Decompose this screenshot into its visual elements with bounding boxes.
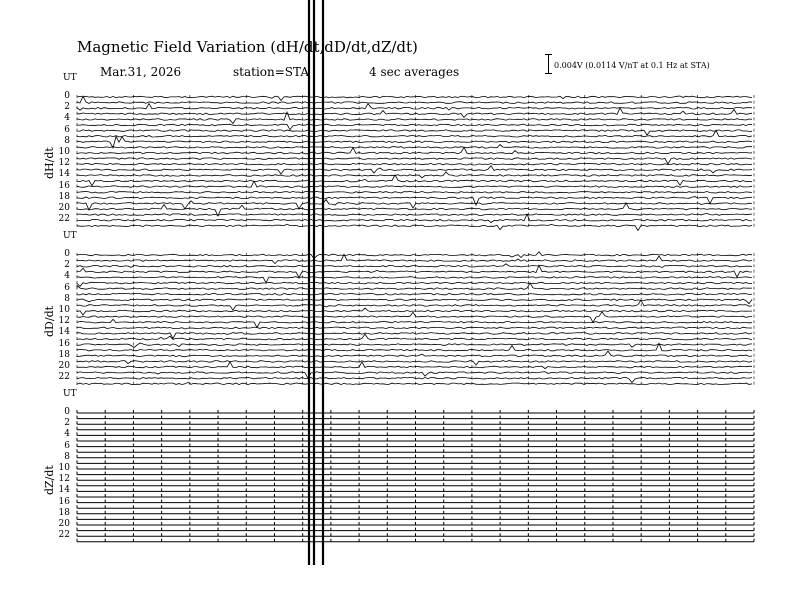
trace-line bbox=[77, 319, 752, 327]
trace-line bbox=[77, 96, 752, 101]
trace-line bbox=[77, 351, 752, 357]
trace-line bbox=[77, 312, 752, 322]
ut-label: UT bbox=[63, 73, 77, 83]
hour-label: 10 bbox=[58, 463, 70, 473]
trace-line bbox=[77, 332, 752, 338]
trace-line bbox=[77, 137, 752, 148]
trace-line bbox=[77, 181, 752, 187]
trace-line bbox=[77, 145, 752, 149]
hour-label: 12 bbox=[58, 158, 70, 169]
hour-label: 16 bbox=[58, 180, 70, 191]
ut-label: UT bbox=[63, 389, 77, 399]
trace-line bbox=[77, 130, 752, 135]
ut-label: UT bbox=[63, 231, 77, 241]
hour-label: 20 bbox=[58, 361, 70, 371]
hour-label: 6 bbox=[64, 124, 70, 135]
trace-line bbox=[77, 104, 752, 111]
hour-label: 18 bbox=[58, 507, 70, 518]
hour-label: 22 bbox=[58, 530, 70, 541]
averaging-label: 4 sec averages bbox=[369, 65, 460, 79]
scale-label: 0.004V (0.0114 V/nT at 0.1 Hz at STA) bbox=[554, 61, 710, 70]
trace-line bbox=[77, 277, 752, 283]
panel-label: dZ/dt bbox=[43, 465, 56, 496]
trace-line bbox=[77, 213, 752, 215]
hour-label: 4 bbox=[64, 271, 70, 282]
trace-line bbox=[77, 372, 752, 379]
hour-label: 2 bbox=[64, 260, 70, 271]
trace-line bbox=[77, 191, 752, 193]
trace-line bbox=[77, 334, 752, 340]
hour-label: 16 bbox=[58, 338, 70, 349]
hour-label: 10 bbox=[58, 147, 70, 157]
hour-label: 14 bbox=[58, 169, 70, 180]
hour-label: 20 bbox=[58, 203, 70, 213]
hour-label: 12 bbox=[58, 316, 70, 327]
hour-label: 8 bbox=[64, 451, 70, 462]
trace-line bbox=[77, 172, 752, 178]
trace-line bbox=[77, 163, 752, 165]
hour-label: 12 bbox=[58, 474, 70, 485]
hour-label: 18 bbox=[58, 191, 70, 202]
trace-line bbox=[77, 264, 752, 268]
trace-line bbox=[77, 175, 752, 186]
trace-line bbox=[77, 224, 752, 230]
hour-label: 6 bbox=[64, 282, 70, 293]
hour-label: 2 bbox=[64, 418, 70, 429]
trace-line bbox=[77, 254, 752, 263]
hour-label: 14 bbox=[58, 327, 70, 338]
hour-label: 18 bbox=[58, 349, 70, 360]
hour-label: 20 bbox=[58, 519, 70, 529]
trace-line bbox=[77, 214, 752, 222]
trace-line bbox=[77, 252, 752, 259]
trace-line bbox=[77, 300, 752, 310]
trace-line bbox=[77, 299, 752, 304]
trace-line bbox=[77, 327, 752, 329]
date-label: Mar.31, 2026 bbox=[100, 65, 182, 79]
trace-line bbox=[77, 293, 752, 295]
trace-line bbox=[77, 283, 752, 290]
hour-label: 2 bbox=[64, 102, 70, 113]
hour-label: 6 bbox=[64, 440, 70, 451]
hour-label: 16 bbox=[58, 496, 70, 507]
trace-line bbox=[77, 362, 752, 369]
trace-line bbox=[77, 124, 752, 130]
hour-label: 22 bbox=[58, 372, 70, 383]
hour-label: 0 bbox=[64, 407, 70, 417]
trace-line bbox=[77, 382, 752, 384]
trace-line bbox=[77, 166, 752, 174]
hour-label: 10 bbox=[58, 305, 70, 315]
hour-label: 4 bbox=[64, 429, 70, 440]
hour-label: 0 bbox=[64, 249, 70, 259]
hour-label: 8 bbox=[64, 135, 70, 146]
trace-line bbox=[77, 377, 752, 382]
trace-line bbox=[77, 158, 752, 164]
panel-label: dD/dt bbox=[43, 306, 56, 338]
trace-line bbox=[77, 282, 752, 286]
trace-line bbox=[77, 96, 752, 104]
trace-line bbox=[77, 343, 752, 348]
panel-label: dH/dt bbox=[43, 147, 56, 180]
station-label: station=STA bbox=[233, 65, 310, 79]
hour-label: 14 bbox=[58, 485, 70, 496]
trace-line bbox=[77, 361, 752, 365]
hour-label: 4 bbox=[64, 113, 70, 124]
hour-label: 0 bbox=[64, 91, 70, 101]
page-title: Magnetic Field Variation (dH/dt,dD/dt,dZ/dt) bbox=[77, 38, 418, 56]
trace-line bbox=[77, 148, 752, 154]
hour-label: 22 bbox=[58, 214, 70, 225]
hour-label: 8 bbox=[64, 293, 70, 304]
